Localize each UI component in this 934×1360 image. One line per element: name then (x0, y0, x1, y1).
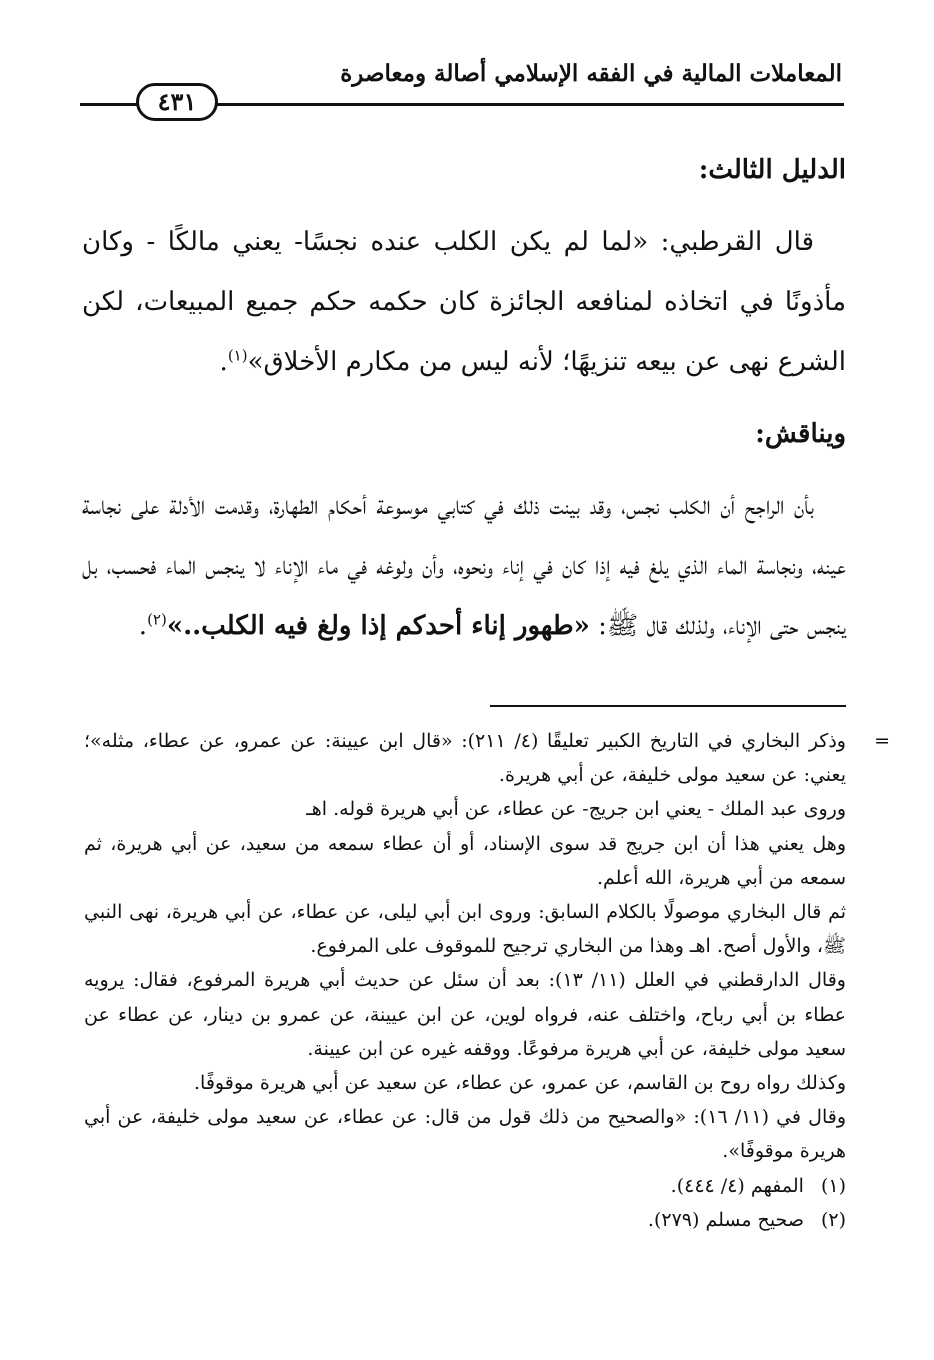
footnote-continued-line: ثم قال البخاري موصولًا بالكلام السابق: وروى ابن أبي ليلى، عن عطاء، عن أبي هريرة، نهى النبي ﷺ، والأول أصح. اهـ وهذا من البخاري ترجيح للموقوف على المرفوع. (84, 901, 846, 958)
continuation-mark: = (874, 730, 890, 752)
paragraph-rebuttal-text: بأن الراجح أن الكلب نجس، وقد بينت ذلك في كتابي موسوعة أحكام الطهارة، وقدمت الأدلة على نجاسة عينه، ونجاسة الماء الذي يلغ فيه إذا كان في إناء ونحوه، وأن ولوغه في ماء الإناء لا ينجس الماء فحسب، بل ينجس حتى الإناء، ولذلك قال ﷺ: (82, 491, 846, 641)
hadith-quote: «طهور إناء أحدكم إذا ولغ فيه الكلب..» (166, 611, 590, 641)
section-heading-third-evidence: الدليل الثالث: (698, 155, 846, 185)
section-heading-discussion: ويناقش: (755, 419, 846, 449)
footnote-continued-line: وهل يعني هذا أن ابن جريج قد سوى الإسناد، أو أن عطاء سمعه من سعيد، عن أبي هريرة، ثم سمعه من أبي هريرة، الله أعلم. (84, 832, 846, 889)
footnote-2 (84, 1203, 846, 1237)
footnote-separator (490, 705, 846, 707)
footnote-continued-line: وروى عبد الملك - يعني ابن جريج- عن عطاء، عن أبي هريرة قوله. اهـ (306, 798, 846, 821)
footnote-continued-line: وكذلك رواه روح بن القاسم، عن عمرو، عن عطاء، عن سعيد عن أبي هريرة موقوفًا. (194, 1072, 846, 1095)
footnote-text: صحيح مسلم (٢٧٩). (647, 1208, 804, 1231)
footnote-continued-line: = وذكر البخاري في التاريخ الكبير تعليقًا (٤/ ٢١١): «قال ابن عيينة: عن عمرو، عن عطاء، مثله»؛ يعني: عن سعيد مولى خليفة، عن أبي هريرة. (84, 724, 846, 792)
header-rule (210, 103, 844, 106)
footnote-number: (٢) (820, 1208, 846, 1231)
footnote-text: المفهم (٤/ ٤٤٤). (670, 1174, 804, 1197)
footnote-continued-line: وقال الدارقطني في العلل (١١/ ١٣): بعد أن سئل عن حديث أبي هريرة المرفوع، فقال: يرويه عطاء بن أبي رباح، واختلف عنه، فرواه لوين، عن ابن عيينة، عن عمرو بن دينار، عن عطاء عن سعيد مولى خليفة، عن أبي هريرة مرفوعًا. ووقفه غيره عن ابن عيينة. (84, 969, 846, 1060)
paragraph-qurtubi-text: قال القرطبي: «لما لم يكن الكلب عنده نجسًا- يعني مالكًا - وكان مأذونًا في اتخاذه لمنافعه الجائزة كان حكمه حكم جميع المبيعات، لكن الشرع نهى عن بيعه تنزيهًا؛ لأنه ليس من مكارم الأخلاق» (82, 227, 846, 377)
header-rule-left (80, 103, 138, 106)
paragraph-qurtubi-quote: قال القرطبي: «لما لم يكن الكلب عنده نجسًا- يعني مالكًا - وكان مأذونًا في اتخاذه لمنافعه الجائزة كان حكمه حكم جميع المبيعات، لكن الشرع نهى عن بيعه تنزيهًا؛ لأنه ليس من مكارم الأخلاق»$^{(١)}$. (82, 227, 846, 377)
footnote-continued-line: وقال في (١١/ ١٦): «والصحيح من ذلك قول من قال: عن عطاء، عن سعيد مولى خليفة، عن أبي هريرة موقوفًا». (84, 1106, 846, 1163)
footnote-1 (84, 1169, 846, 1203)
footnotes (84, 724, 890, 1237)
page-number-badge: ٤٣١ (136, 83, 218, 121)
footnote-ref-1: (١) (227, 346, 248, 365)
main-text (82, 140, 846, 656)
paragraph-rebuttal: بأن الراجح أن الكلب نجس، وقد بينت ذلك في كتابي موسوعة أحكام الطهارة، وقدمت الأدلة على نجاسة عينه، ونجاسة الماء الذي يلغ فيه إذا كان في إناء ونحوه، وأن ولوغه في ماء الإناء لا ينجس الماء فحسب، بل ينجس حتى الإناء، ولذلك قال ﷺ: «طهور إناء أحدكم إذا ولغ فيه الكلب..»$^{(٢)}$. (82, 491, 846, 641)
footnote-ref-2: (٢) (147, 610, 167, 629)
footnote-number: (١) (820, 1174, 846, 1197)
running-header-title: المعاملات المالية في الفقه الإسلامي أصالة ومعاصرة (340, 60, 842, 87)
